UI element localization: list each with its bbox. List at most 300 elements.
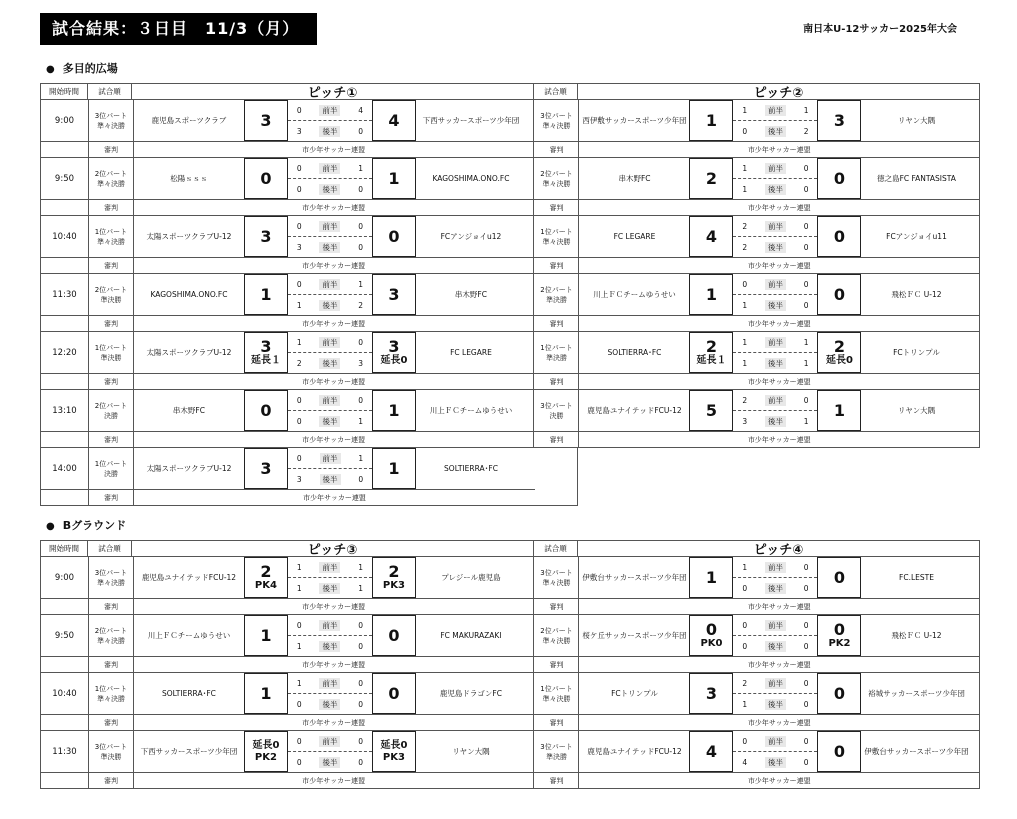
time-footer	[41, 431, 88, 447]
round-name: 2位パート 準々決勝	[94, 169, 128, 188]
referee-assignment: 市少年サッカー連盟	[579, 714, 979, 730]
home-score	[689, 216, 733, 257]
referee-label: 審判	[89, 714, 133, 730]
start-time: 11:30	[52, 289, 77, 300]
score-value: 2	[705, 168, 718, 188]
half-line	[288, 390, 372, 411]
game-score-line	[579, 731, 979, 772]
match-cell	[89, 332, 535, 389]
home-score	[244, 557, 288, 598]
game	[579, 332, 979, 389]
away-team: 伊敷台サッカースポーツ少年団	[864, 747, 969, 756]
match-row	[40, 216, 980, 274]
referee-label: 審判	[534, 373, 578, 389]
half-line	[288, 295, 372, 315]
round-name: 1位パート 準々決勝	[540, 684, 573, 703]
half-label: 後半	[319, 416, 340, 427]
time-footer	[41, 199, 88, 215]
home-team: 太陽スポーツクラブU-12	[146, 348, 232, 357]
home-team: 串木野FC	[618, 174, 651, 183]
away-team: SOLTIERRA･FC	[444, 464, 498, 473]
home-half-goals: 0	[296, 163, 302, 173]
away-score	[372, 557, 416, 598]
half-line	[733, 332, 817, 353]
away-half-goals: 0	[358, 474, 364, 484]
away-half-goals: 0	[358, 736, 364, 746]
referee-assignment: 市少年サッカー連盟	[579, 373, 979, 389]
home-half-goals: 1	[742, 300, 748, 310]
referee-label: 審判	[534, 141, 578, 157]
game-score-line	[134, 615, 534, 656]
half-line	[288, 237, 372, 257]
away-half-goals: 2	[358, 300, 364, 310]
half-scores	[733, 731, 817, 772]
half-label: 前半	[320, 453, 341, 464]
score-extra: PK2	[254, 751, 277, 763]
score-extra: PK2	[828, 637, 851, 649]
half-scores	[733, 274, 817, 315]
match-row	[40, 274, 980, 332]
home-score	[244, 158, 288, 199]
half-line	[288, 673, 372, 694]
away-team: FCアンジョイu12	[440, 232, 502, 241]
half-label: 前半	[319, 620, 340, 631]
referee-label: 審判	[534, 199, 578, 215]
home-half-goals: 0	[742, 583, 748, 593]
away-team: FCトリンプル	[893, 348, 940, 357]
referee-label: 審判	[534, 257, 578, 273]
away-score	[372, 448, 416, 489]
home-half-goals: 2	[742, 242, 748, 252]
game-score-line	[579, 274, 979, 315]
home-score	[689, 390, 733, 431]
round-cell	[534, 216, 579, 273]
away-half-goals: 1	[358, 562, 364, 572]
home-half-goals: 1	[742, 337, 748, 347]
half-line	[733, 274, 817, 295]
match-cell	[89, 615, 535, 672]
referee-label: 審判	[89, 656, 133, 672]
away-half-goals: 0	[803, 184, 809, 194]
referee-assignment: 市少年サッカー連盟	[579, 656, 979, 672]
half-line	[733, 578, 817, 598]
game	[579, 615, 979, 672]
score-extra: 延長１	[696, 354, 727, 366]
away-half-goals: 0	[803, 395, 809, 405]
half-scores	[288, 673, 372, 714]
header-round: 試合順	[534, 541, 578, 556]
home-score	[689, 557, 733, 598]
away-half-goals: 0	[803, 757, 809, 767]
round-name: 3位パート 準々決勝	[540, 568, 573, 587]
match-cell	[534, 731, 979, 788]
away-half-goals: 1	[358, 583, 364, 593]
score-value: 0	[833, 567, 846, 587]
match-cell	[534, 673, 979, 730]
time-footer	[41, 257, 88, 273]
game-score-line	[579, 615, 979, 656]
table-header	[40, 540, 980, 557]
home-half-goals: 0	[742, 126, 748, 136]
section-title	[46, 60, 118, 76]
half-label: 前半	[765, 163, 786, 174]
half-line	[733, 731, 817, 752]
round-cell	[534, 332, 579, 389]
score-value: 0	[833, 619, 846, 639]
start-time: 9:50	[54, 173, 75, 184]
game-score-line	[134, 557, 534, 598]
match-cell	[534, 557, 979, 614]
score-extra: 延長0	[380, 354, 408, 366]
home-half-goals: 0	[296, 757, 302, 767]
half-label: 前半	[319, 163, 340, 174]
half-scores	[288, 274, 372, 315]
home-half-goals: 1	[296, 583, 302, 593]
referee-label: 審判	[89, 315, 133, 331]
match-cell	[534, 615, 979, 672]
section-title	[46, 517, 126, 533]
home-team: 鹿児島ユナイテッドFCU-12	[587, 406, 682, 415]
round-name: 3位パート 準々決勝	[540, 111, 573, 130]
time-cell	[41, 615, 89, 672]
score-value: 1	[388, 400, 400, 420]
match-cell	[89, 274, 535, 331]
score-value: 4	[705, 226, 718, 246]
referee-assignment: 市少年サッカー連盟	[579, 431, 979, 447]
half-line	[733, 694, 817, 714]
referee-label: 審判	[89, 257, 133, 273]
home-half-goals: 0	[296, 736, 302, 746]
half-line	[288, 615, 372, 636]
half-line	[288, 411, 372, 431]
match-row	[40, 448, 578, 506]
start-time: 9:00	[54, 572, 75, 583]
time-cell	[41, 332, 89, 389]
half-label: 後半	[319, 242, 340, 253]
away-half-goals: 0	[803, 562, 809, 572]
away-half-goals: 1	[803, 105, 809, 115]
half-scores	[288, 731, 372, 772]
home-half-goals: 0	[296, 416, 302, 426]
away-half-goals: 0	[358, 757, 364, 767]
score-value: 0	[705, 619, 718, 639]
away-team: KAGOSHIMA.ONO.FC	[432, 174, 510, 183]
start-time: 9:00	[54, 115, 75, 126]
home-team: 鹿児島ユナイテッドFCU-12	[587, 747, 682, 756]
score-value: 1	[705, 110, 718, 130]
referee-assignment: 市少年サッカー連盟	[134, 315, 534, 331]
round-cell	[534, 557, 579, 614]
game	[579, 731, 979, 788]
away-half-goals: 1	[358, 453, 364, 463]
away-half-goals: 0	[803, 736, 809, 746]
home-score	[689, 615, 733, 656]
referee-assignment: 市少年サッカー連盟	[134, 772, 534, 788]
half-label: 後半	[319, 583, 340, 594]
away-half-goals: 0	[803, 163, 809, 173]
away-team: 徳之島FC FANTASISTA	[877, 174, 956, 183]
away-score	[372, 731, 416, 772]
half-label: 後半	[765, 416, 786, 427]
home-half-goals: 2	[742, 221, 748, 231]
away-half-goals: 0	[358, 620, 364, 630]
score-value: 1	[260, 625, 272, 645]
game	[579, 557, 979, 614]
half-scores	[288, 615, 372, 656]
away-team: 飛松ＦＣ U-12	[891, 631, 942, 640]
away-half-goals: 1	[358, 163, 364, 173]
score-extra: PK3	[382, 751, 405, 763]
game	[134, 274, 534, 331]
away-half-goals: 0	[803, 620, 809, 630]
round-name: 1位パート 準々決勝	[540, 227, 573, 246]
home-score	[689, 158, 733, 199]
half-label: 前半	[765, 105, 786, 116]
game	[134, 448, 535, 505]
half-line	[733, 100, 817, 121]
home-team: 川上ＦＣチームゆうせい	[593, 290, 676, 299]
half-line	[288, 694, 372, 714]
half-line	[288, 216, 372, 237]
header-pitch-name: ピッチ③	[132, 541, 534, 556]
game	[579, 216, 979, 273]
referee-label: 審判	[89, 141, 133, 157]
referee-label: 審判	[89, 772, 133, 788]
away-score	[372, 390, 416, 431]
game-score-line	[579, 158, 979, 199]
score-value: 2	[833, 336, 846, 356]
game	[579, 390, 979, 447]
home-score	[689, 274, 733, 315]
header-round: 試合順	[534, 84, 578, 99]
game-score-line	[134, 158, 534, 199]
round-name: 3位パート 準々決勝	[94, 568, 128, 587]
home-half-goals: 0	[296, 221, 302, 231]
time-cell	[41, 100, 89, 157]
start-time: 12:20	[52, 347, 77, 358]
half-label: 後半	[765, 583, 786, 594]
half-line	[288, 448, 372, 469]
score-value: 1	[833, 400, 846, 420]
home-half-goals: 0	[742, 279, 748, 289]
half-scores	[733, 100, 817, 141]
time-footer	[41, 656, 88, 672]
half-label: 後半	[319, 699, 340, 710]
referee-assignment: 市少年サッカー連盟	[134, 656, 534, 672]
round-cell	[534, 274, 579, 331]
time-footer	[41, 772, 88, 788]
time-footer	[41, 315, 88, 331]
half-scores	[733, 332, 817, 373]
away-score	[817, 216, 861, 257]
away-team: FC LEGARE	[450, 348, 492, 357]
away-score	[372, 158, 416, 199]
half-label: 前半	[319, 279, 340, 290]
half-label: 前半	[765, 562, 786, 573]
away-half-goals: 3	[358, 358, 364, 368]
away-score	[372, 673, 416, 714]
round-name: 1位パート 準決勝	[94, 343, 128, 362]
referee-label: 審判	[534, 431, 578, 447]
game-score-line	[579, 216, 979, 257]
away-half-goals: 1	[803, 416, 809, 426]
home-score	[244, 390, 288, 431]
home-team: 下西サッカースポーツ少年団	[140, 747, 238, 756]
away-score	[817, 332, 861, 373]
home-half-goals: 0	[742, 641, 748, 651]
home-half-goals: 3	[742, 416, 748, 426]
referee-assignment: 市少年サッカー連盟	[579, 315, 979, 331]
game-score-line	[579, 557, 979, 598]
away-half-goals: 0	[358, 699, 364, 709]
half-scores	[288, 448, 372, 489]
home-score	[244, 332, 288, 373]
round-cell	[534, 100, 579, 157]
half-line	[733, 353, 817, 373]
score-value: 延長0	[252, 739, 280, 751]
match-cell	[89, 390, 535, 447]
home-half-goals: 0	[296, 453, 302, 463]
away-score	[372, 274, 416, 315]
home-half-goals: 2	[742, 678, 748, 688]
half-line	[733, 158, 817, 179]
match-row	[40, 673, 980, 731]
game-score-line	[134, 274, 534, 315]
away-half-goals: 0	[358, 184, 364, 194]
score-value: 0	[388, 226, 400, 246]
header-start-time: 開始時間	[41, 84, 88, 99]
half-label: 後半	[319, 641, 340, 652]
referee-assignment: 市少年サッカー連盟	[134, 373, 534, 389]
away-score	[372, 216, 416, 257]
half-scores	[288, 158, 372, 199]
half-line	[288, 332, 372, 353]
home-half-goals: 1	[742, 163, 748, 173]
schedule-table	[40, 540, 980, 789]
time-cell	[41, 274, 89, 331]
half-label: 後半	[319, 300, 340, 311]
score-value: 3	[833, 110, 846, 130]
home-half-goals: 1	[742, 358, 748, 368]
score-value: 3	[388, 336, 400, 356]
home-half-goals: 1	[296, 300, 302, 310]
referee-assignment: 市少年サッカー連盟	[134, 141, 534, 157]
half-label: 前半	[765, 221, 786, 232]
referee-assignment: 市少年サッカー連盟	[579, 141, 979, 157]
game	[134, 390, 534, 447]
start-time: 10:40	[52, 688, 77, 699]
time-footer	[41, 489, 88, 505]
away-team: リヤン大隅	[452, 747, 490, 756]
half-scores	[288, 332, 372, 373]
score-extra: 延長１	[250, 354, 281, 366]
game	[579, 673, 979, 730]
away-half-goals: 4	[358, 105, 364, 115]
half-label: 前半	[319, 736, 340, 747]
game-score-line	[134, 390, 534, 431]
home-score	[689, 731, 733, 772]
away-team: FCアンジョイu11	[886, 232, 947, 241]
round-cell	[89, 100, 134, 157]
half-line	[733, 636, 817, 656]
referee-assignment: 市少年サッカー連盟	[134, 598, 534, 614]
score-value: 0	[833, 226, 846, 246]
schedule-table	[40, 83, 980, 506]
time-footer	[41, 598, 88, 614]
half-label: 前半	[319, 105, 340, 116]
referee-label: 審判	[89, 373, 133, 389]
referee-assignment: 市少年サッカー連盟	[579, 598, 979, 614]
half-label: 前半	[765, 279, 786, 290]
table-header	[40, 83, 980, 100]
match-row	[40, 390, 980, 448]
match-cell	[534, 216, 979, 273]
start-time: 13:10	[52, 405, 77, 416]
home-team: 伊敷台サッカースポーツ少年団	[582, 573, 687, 582]
referee-assignment: 市少年サッカー連盟	[579, 772, 979, 788]
home-team: FCトリンプル	[611, 689, 658, 698]
score-value: 0	[388, 625, 400, 645]
home-half-goals: 0	[296, 105, 302, 115]
time-cell	[41, 216, 89, 273]
away-half-goals: 1	[803, 337, 809, 347]
referee-assignment: 市少年サッカー連盟	[134, 199, 534, 215]
half-scores	[288, 100, 372, 141]
game	[134, 216, 534, 273]
bullet-icon: ●	[46, 521, 55, 532]
game-score-line	[134, 673, 534, 714]
referee-assignment: 市少年サッカー連盟	[134, 431, 534, 447]
round-name: 1位パート 決勝	[94, 459, 128, 478]
half-line	[288, 158, 372, 179]
match-row	[40, 731, 980, 789]
away-score	[817, 390, 861, 431]
half-line	[733, 121, 817, 141]
half-line	[733, 216, 817, 237]
home-score	[244, 615, 288, 656]
game-score-line	[579, 390, 979, 431]
away-half-goals: 0	[358, 126, 364, 136]
half-label: 後半	[765, 126, 786, 137]
away-half-goals: 2	[803, 126, 809, 136]
score-value: 5	[705, 400, 718, 420]
game-score-line	[134, 216, 534, 257]
time-cell	[41, 448, 89, 505]
home-team: 鹿児島スポーツクラブ	[151, 116, 227, 125]
start-time: 10:40	[52, 231, 77, 242]
half-line	[733, 179, 817, 199]
round-name: 2位パート 準々決勝	[540, 626, 573, 645]
referee-label: 審判	[534, 656, 578, 672]
round-cell	[89, 731, 134, 788]
home-score	[244, 216, 288, 257]
half-scores	[733, 158, 817, 199]
away-score	[372, 100, 416, 141]
half-label: 後半	[319, 358, 340, 369]
away-team: プレジール鹿児島	[441, 573, 501, 582]
game	[579, 100, 979, 157]
half-line	[733, 615, 817, 636]
header-round: 試合順	[88, 541, 132, 556]
tournament-name: 南日本U-12サッカー2025年大会	[803, 24, 957, 35]
score-value: 3	[260, 336, 272, 356]
home-team: SOLTIERRA･FC	[607, 348, 662, 357]
score-value: 4	[705, 741, 718, 761]
half-scores	[288, 390, 372, 431]
round-cell	[89, 216, 134, 273]
away-team: 下西サッカースポーツ少年団	[422, 116, 520, 125]
game-score-line	[579, 332, 979, 373]
